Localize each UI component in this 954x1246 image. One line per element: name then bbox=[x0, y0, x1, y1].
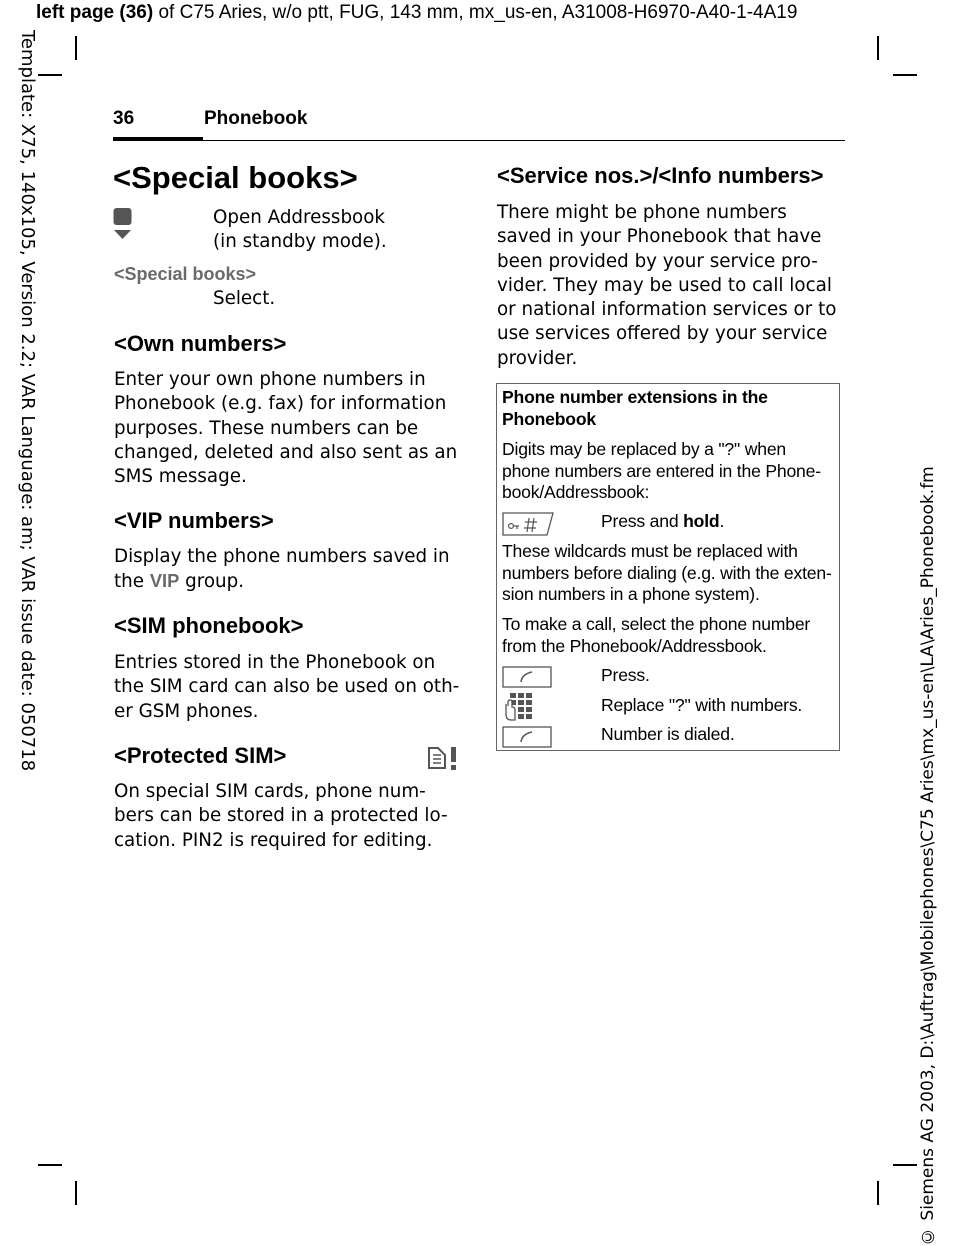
vip-key-label: VIP bbox=[149, 570, 180, 592]
crop-mark bbox=[38, 74, 62, 76]
document-header bbox=[36, 2, 797, 24]
crop-mark bbox=[75, 1181, 77, 1205]
row1-text-a: Press and bbox=[601, 511, 684, 531]
template-info-vertical: Template: X75, 140x105, Version 2.2; VAR Language: am; VAR issue date: 050718 bbox=[17, 30, 38, 772]
text-sim-phonebook: Entries stored in the Phonebook on the SIM card can also be used on oth- er GSM phones. bbox=[114, 652, 460, 722]
text-service-numbers: There might be phone numbers saved in your Phonebook that have been provided by your service pro- vider. They may be used to call local or national information services or to use services offered by your service provider. bbox=[497, 202, 837, 369]
row-replace: Replace "?" with numbers. bbox=[601, 695, 803, 715]
step-open-addressbook: Open Addressbook (in standby mode). bbox=[213, 207, 387, 253]
row-press: Press. bbox=[601, 665, 650, 685]
heading-protected-sim: <Protected SIM> bbox=[114, 743, 287, 768]
heading-own-numbers: <Own numbers> bbox=[114, 331, 287, 356]
call-key-icon bbox=[502, 726, 552, 748]
crop-mark bbox=[877, 1181, 879, 1205]
sim-card-warning-icon bbox=[425, 745, 459, 771]
navigation-key-down-icon bbox=[113, 208, 133, 240]
info-box-wildcards: These wildcards must be replaced with numbers before dialing (e.g. with the exten- sion numbers in a phone system). bbox=[502, 541, 832, 604]
text-own-numbers: Enter your own phone numbers in Phonebook (e.g. fax) for information purposes. These numbers can be changed, deleted and also sent as an SMS message. bbox=[114, 369, 458, 488]
text-protected-sim: On special SIM cards, phone num- bers can be stored in a protected lo- cation. PIN2 is required for editing. bbox=[114, 781, 448, 851]
page-number: 36 bbox=[113, 108, 135, 129]
vip-text-end: group. bbox=[179, 571, 245, 593]
crop-mark bbox=[893, 74, 917, 76]
section-title-special-books: <Special books> bbox=[113, 160, 358, 195]
step-select: Select. bbox=[213, 288, 276, 309]
crop-mark bbox=[893, 1164, 917, 1166]
row-press-and-hold bbox=[601, 511, 724, 533]
row-number-dialed: Number is dialed. bbox=[601, 724, 735, 744]
header-bold: left page (36) bbox=[36, 2, 154, 23]
row1-text-c: . bbox=[719, 511, 725, 531]
row1-hold: hold bbox=[683, 511, 720, 531]
heading-service-numbers: <Service nos.>/<Info numbers> bbox=[497, 163, 824, 188]
hash-key-icon bbox=[502, 511, 554, 537]
crop-mark bbox=[75, 36, 77, 60]
keypad-icon bbox=[502, 692, 534, 722]
copyright-path-vertical: © Siemens AG 2003, D:\Auftrag\Mobilephones\C75 Aries\mx_us-en\LA\Aries_Phonebook.fm bbox=[918, 466, 938, 1246]
crop-mark bbox=[877, 36, 879, 60]
running-title: Phonebook bbox=[204, 108, 308, 129]
heading-vip-numbers: <VIP numbers> bbox=[114, 508, 274, 533]
call-key-icon bbox=[502, 666, 552, 688]
info-box-make-call: To make a call, select the phone number from the Phonebook/Addressbook. bbox=[502, 614, 811, 656]
info-box-title: Phone number extensions in the Phonebook bbox=[502, 387, 768, 429]
softkey-special-books: <Special books> bbox=[114, 264, 257, 284]
info-box-intro: Digits may be replaced by a "?" when phone numbers are entered in the Phone- book/Addressbook: bbox=[502, 439, 821, 502]
heading-sim-phonebook: <SIM phonebook> bbox=[114, 613, 304, 638]
header-rule bbox=[113, 140, 845, 141]
header-rest: of C75 Aries, w/o ptt, FUG, 143 mm, mx_us-en, A31008-H6970-A40-1-4A19 bbox=[153, 2, 798, 23]
vip-text-start: Display the phone numbers saved in the bbox=[114, 546, 450, 593]
crop-mark bbox=[38, 1164, 62, 1166]
text-vip-numbers bbox=[114, 545, 450, 595]
